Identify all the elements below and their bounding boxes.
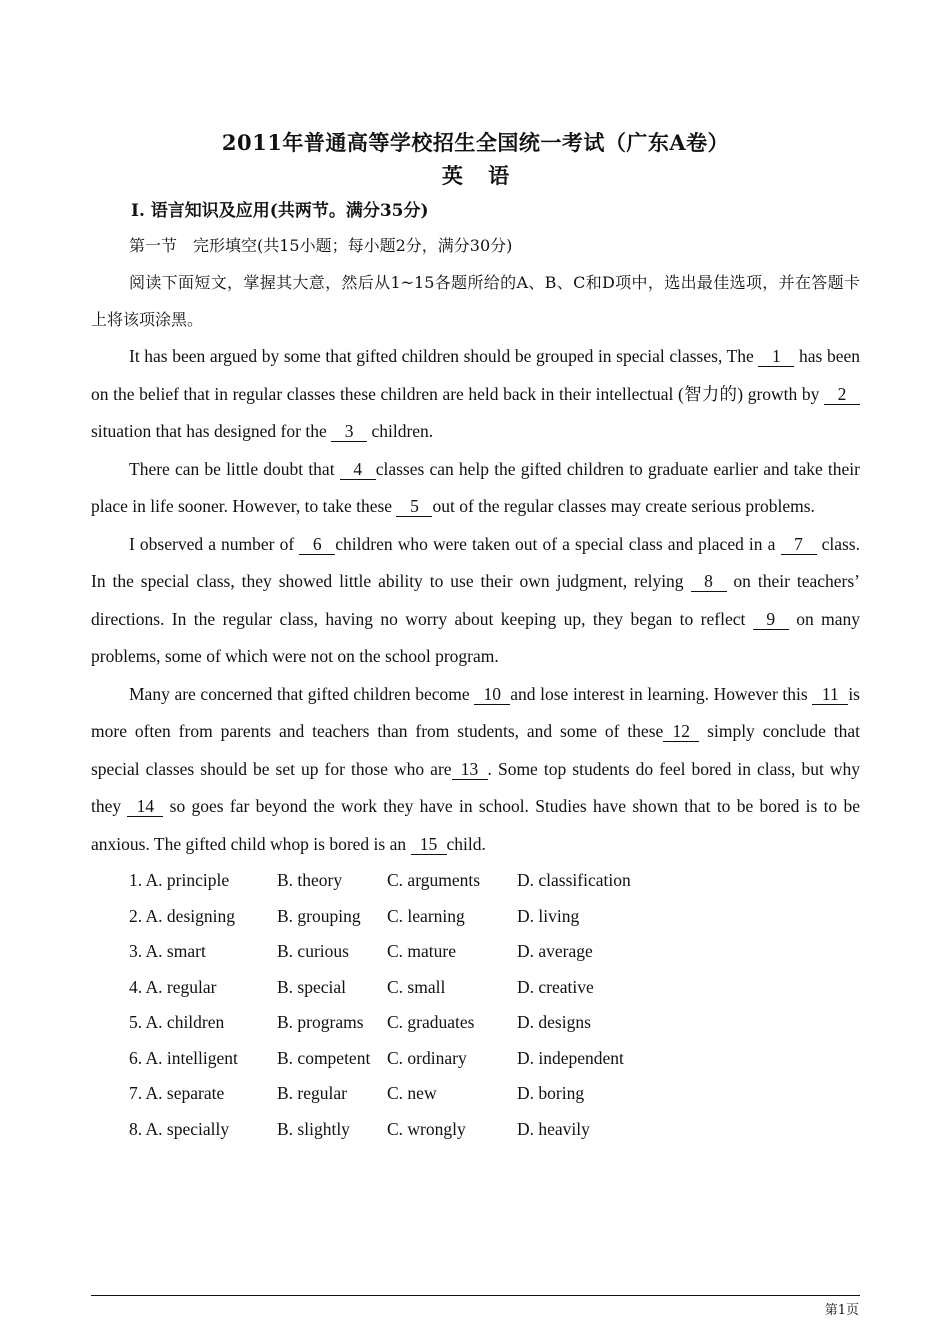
option-b: B. programs: [277, 1012, 364, 1032]
blank-9: 9: [753, 609, 789, 630]
page-number: 第1页: [824, 1303, 859, 1318]
option-c: C. new: [387, 1083, 437, 1103]
passage-text: children who were taken out of a special class and placed in a: [335, 533, 781, 554]
option-row: [129, 970, 860, 1006]
option-row: [129, 1005, 860, 1041]
passage-text: . Some top students do feel bored in class, but why they: [91, 758, 861, 816]
blank-8: 8: [691, 571, 727, 592]
passage-text: classes can help the gifted children to graduate earlier and take their place in life sooner. However, to take these: [91, 458, 860, 516]
option-a: 8. A. specially: [129, 1118, 230, 1139]
option-row: [129, 1076, 860, 1112]
passage-text: There can be little doubt that: [129, 458, 340, 479]
passage-text: It has been argued by some that gifted children should be grouped in special classes, The: [129, 346, 759, 366]
option-b: B. competent: [277, 1047, 371, 1068]
options-list: [129, 863, 860, 1147]
option-row: [129, 899, 860, 935]
option-b: B. curious: [277, 941, 349, 961]
instructions: 阅读下面短文，掌握其大意，然后从1~15各题所给的A、B、C和D项中，选出最佳选项，并在答题卡上将该项涂黑。: [91, 273, 860, 329]
passage-text: and lose interest in learning. However this: [510, 683, 813, 704]
passage-text: I observed a number of: [129, 533, 300, 554]
passage-text: on many problems, some of which were not on the school program.: [91, 608, 860, 666]
option-d: D. independent: [517, 1047, 624, 1068]
option-d: D. designs: [517, 1012, 591, 1032]
passage-paragraph-3: [91, 526, 860, 676]
option-d: D. average: [517, 941, 593, 961]
blank-15: 15: [411, 834, 447, 855]
blank-2: 2: [824, 384, 860, 405]
blank-12: 12: [663, 721, 699, 742]
exam-page: [91, 128, 860, 1147]
blank-5: 5: [396, 496, 432, 517]
option-a: 2. A. designing: [129, 905, 235, 926]
passage-text: class. In the special class, they showed little ability to use their own judgment, relying: [91, 533, 860, 591]
option-a: 3. A. smart: [129, 941, 206, 961]
option-d: D. living: [517, 905, 580, 926]
option-c: C. ordinary: [387, 1047, 467, 1068]
subsection-heading: 第一节 完形填空(共15小题；每小题2分，满分30分): [129, 236, 513, 255]
option-a: 7. A. separate: [129, 1083, 225, 1103]
blank-4: 4: [340, 459, 376, 480]
option-b: B. theory: [277, 870, 343, 890]
blank-14: 14: [127, 796, 163, 817]
blank-7: 7: [781, 534, 817, 555]
passage-text: on their teachers’ directions. In the regular class, having no worry about keeping up, they began to reflect: [91, 571, 860, 629]
exam-title: 2011年普通高等学校招生全国统一考试（广东A卷）: [221, 130, 730, 155]
passage-text: Many are concerned that gifted children become: [129, 683, 475, 704]
option-d: D. boring: [517, 1083, 585, 1103]
passage-paragraph-1: [91, 338, 860, 451]
option-a: 6. A. intelligent: [129, 1047, 238, 1068]
option-a: 5. A. children: [129, 1012, 225, 1032]
passage-paragraph-4: [91, 676, 860, 864]
option-d: D. classification: [517, 870, 631, 890]
option-c: C. arguments: [387, 870, 481, 890]
option-a: 4. A. regular: [129, 976, 217, 997]
option-d: D. creative: [517, 976, 594, 997]
passage-text: so goes far beyond the work they have in school. Studies have shown that to be bored is to be anxious. The gifted child whop is bored is an: [91, 796, 860, 854]
passage-text: situation that has designed for the: [91, 421, 332, 441]
option-c: C. small: [387, 976, 446, 997]
option-c: C. mature: [387, 941, 457, 961]
passage-text: children.: [367, 421, 434, 441]
blank-11: 11: [812, 684, 848, 705]
passage-text: has been on the belief that in regular classes these children are held back in their intellectual (智力的) growth by: [91, 346, 860, 404]
blank-13: 13: [452, 759, 488, 780]
option-c: C. learning: [387, 905, 465, 926]
option-b: B. regular: [277, 1083, 347, 1103]
blank-6: 6: [299, 534, 335, 555]
blank-10: 10: [474, 684, 510, 705]
option-row: [129, 863, 860, 899]
option-b: B. grouping: [277, 905, 361, 926]
option-a: 1. A. principle: [129, 870, 230, 890]
option-row: [129, 1041, 860, 1077]
blank-3: 3: [331, 421, 367, 442]
option-d: D. heavily: [517, 1118, 590, 1139]
passage-text: simply conclude that special classes should be set up for those who are: [91, 721, 860, 779]
section-heading: Ⅰ. 语言知识及应用(共两节。满分35分): [131, 201, 429, 221]
subject-heading: 英 语: [441, 163, 510, 188]
option-c: C. wrongly: [387, 1118, 466, 1139]
option-row: [129, 934, 860, 970]
passage-text: is more often from parents and teachers than from students, and some of these: [91, 683, 860, 741]
passage-paragraph-2: [91, 451, 860, 526]
blank-1: 1: [758, 346, 794, 367]
option-b: B. special: [277, 976, 347, 997]
passage-text: out of the regular classes may create serious problems.: [432, 496, 815, 516]
passage-text: child.: [446, 833, 486, 854]
option-b: B. slightly: [277, 1118, 350, 1139]
option-row: [129, 1112, 860, 1148]
footer-rule: [91, 1295, 860, 1296]
option-c: C. graduates: [387, 1012, 475, 1032]
